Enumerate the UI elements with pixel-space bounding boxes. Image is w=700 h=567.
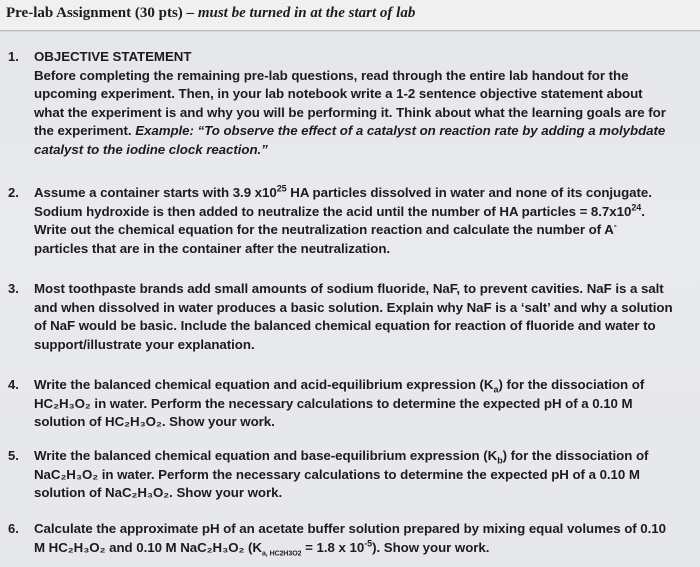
exponent: - — [613, 220, 617, 231]
text-part: and 0.10 M — [105, 539, 181, 555]
chemical-formula: HC₂H₃O₂ — [105, 414, 162, 430]
text-part: ) for the dissociation of — [498, 377, 645, 392]
k-subscript: a, HC2H3O2 — [261, 550, 302, 558]
question-text — [34, 48, 674, 160]
question-text — [34, 376, 674, 432]
text-part: Calculate the approximate pH of an acetate buffer solution prepared by mixing equal volumes of 0.10 M — [34, 521, 666, 555]
exponent: -5 — [364, 538, 373, 549]
question-text: Most toothpaste brands add small amounts of sodium fluoride, NaF, to prevent cavities. NaF is a salt and when dissolved in water produces a basic solution. Explain why NaF is a ‘salt’ and why a solution of NaF would be basic. Include the balanced chemical equation for reaction of fluoride and water to support/illustrate your explanation. — [34, 281, 673, 352]
chemical-formula: NaC₂H₃O₂ — [34, 466, 99, 482]
text-part: Write the balanced chemical equation and acid-equilibrium expression (K — [34, 377, 494, 392]
question-text — [34, 447, 674, 503]
text-part: . Write out the chemical equation for the neutralization reaction and calculate the number of A — [34, 203, 645, 238]
k-subscript: a — [493, 384, 499, 395]
question-number: 1. — [8, 49, 19, 64]
chemical-formula: HC₂H₃O₂ — [48, 539, 106, 555]
text-part: in water. Perform the necessary calculations to determine the expected pH of a 0.10 M solution of — [34, 395, 633, 430]
title-main: Pre-lab Assignment (30 pts) – — [6, 5, 198, 21]
question-body: Before completing the remaining pre-lab questions, read through the entire lab handout for the upcoming experiment. Then, in your lab notebook write a 1-2 sentence objective statement about what the experiment is and why you will be performing it. Think about what the learning goals are for the experiment. — [34, 67, 666, 139]
text-part: HA particles dissolved in water and none of its conjugate. Sodium hydroxide is then added to neutralize the acid until the number of HA particles = 8.7x10 — [34, 185, 652, 219]
objective-heading: OBJECTIVE STATEMENT — [34, 49, 192, 64]
text-part: = 1.8 x 10 — [301, 539, 365, 555]
text-part: (K — [244, 539, 262, 555]
exponent: 25 — [276, 183, 287, 194]
question-number: 3. — [8, 281, 19, 296]
question-number: 4. — [8, 377, 19, 392]
title-subtitle: must be turned in at the start of lab — [197, 5, 416, 21]
chemical-formula: NaC₂H₃O₂ — [180, 539, 245, 555]
text-part: ). Show your work. — [372, 539, 490, 555]
k-subscript: b — [497, 455, 503, 466]
question-text — [34, 184, 674, 258]
question-number: 2. — [8, 185, 19, 200]
exponent: 24 — [631, 202, 642, 213]
example-text: Example: “To observe the effect of a catalyst on reaction rate by adding a molybdate catalyst to the iodine clock reaction.” — [34, 123, 666, 157]
question-number: 5. — [8, 448, 19, 463]
text-part: particles that are in the container after the neutralization. — [34, 240, 391, 256]
text-part: . Show your work. — [161, 414, 275, 430]
chemical-formula: NaC₂H₃O₂ — [105, 485, 170, 501]
question-number: 6. — [8, 521, 19, 536]
chemical-formula: HC₂H₃O₂ — [34, 395, 91, 411]
text-part: in water. Perform the necessary calculations to determine the expected pH of a 0.10 M solution of — [34, 466, 640, 501]
text-part: . Show your work. — [169, 485, 283, 501]
text-part: Assume a container starts with 3.9 x10 — [34, 185, 277, 200]
text-part: ) for the dissociation of — [502, 448, 649, 463]
question-text — [34, 520, 674, 557]
text-part: Write the balanced chemical equation and base-equilibrium expression (K — [34, 448, 498, 463]
